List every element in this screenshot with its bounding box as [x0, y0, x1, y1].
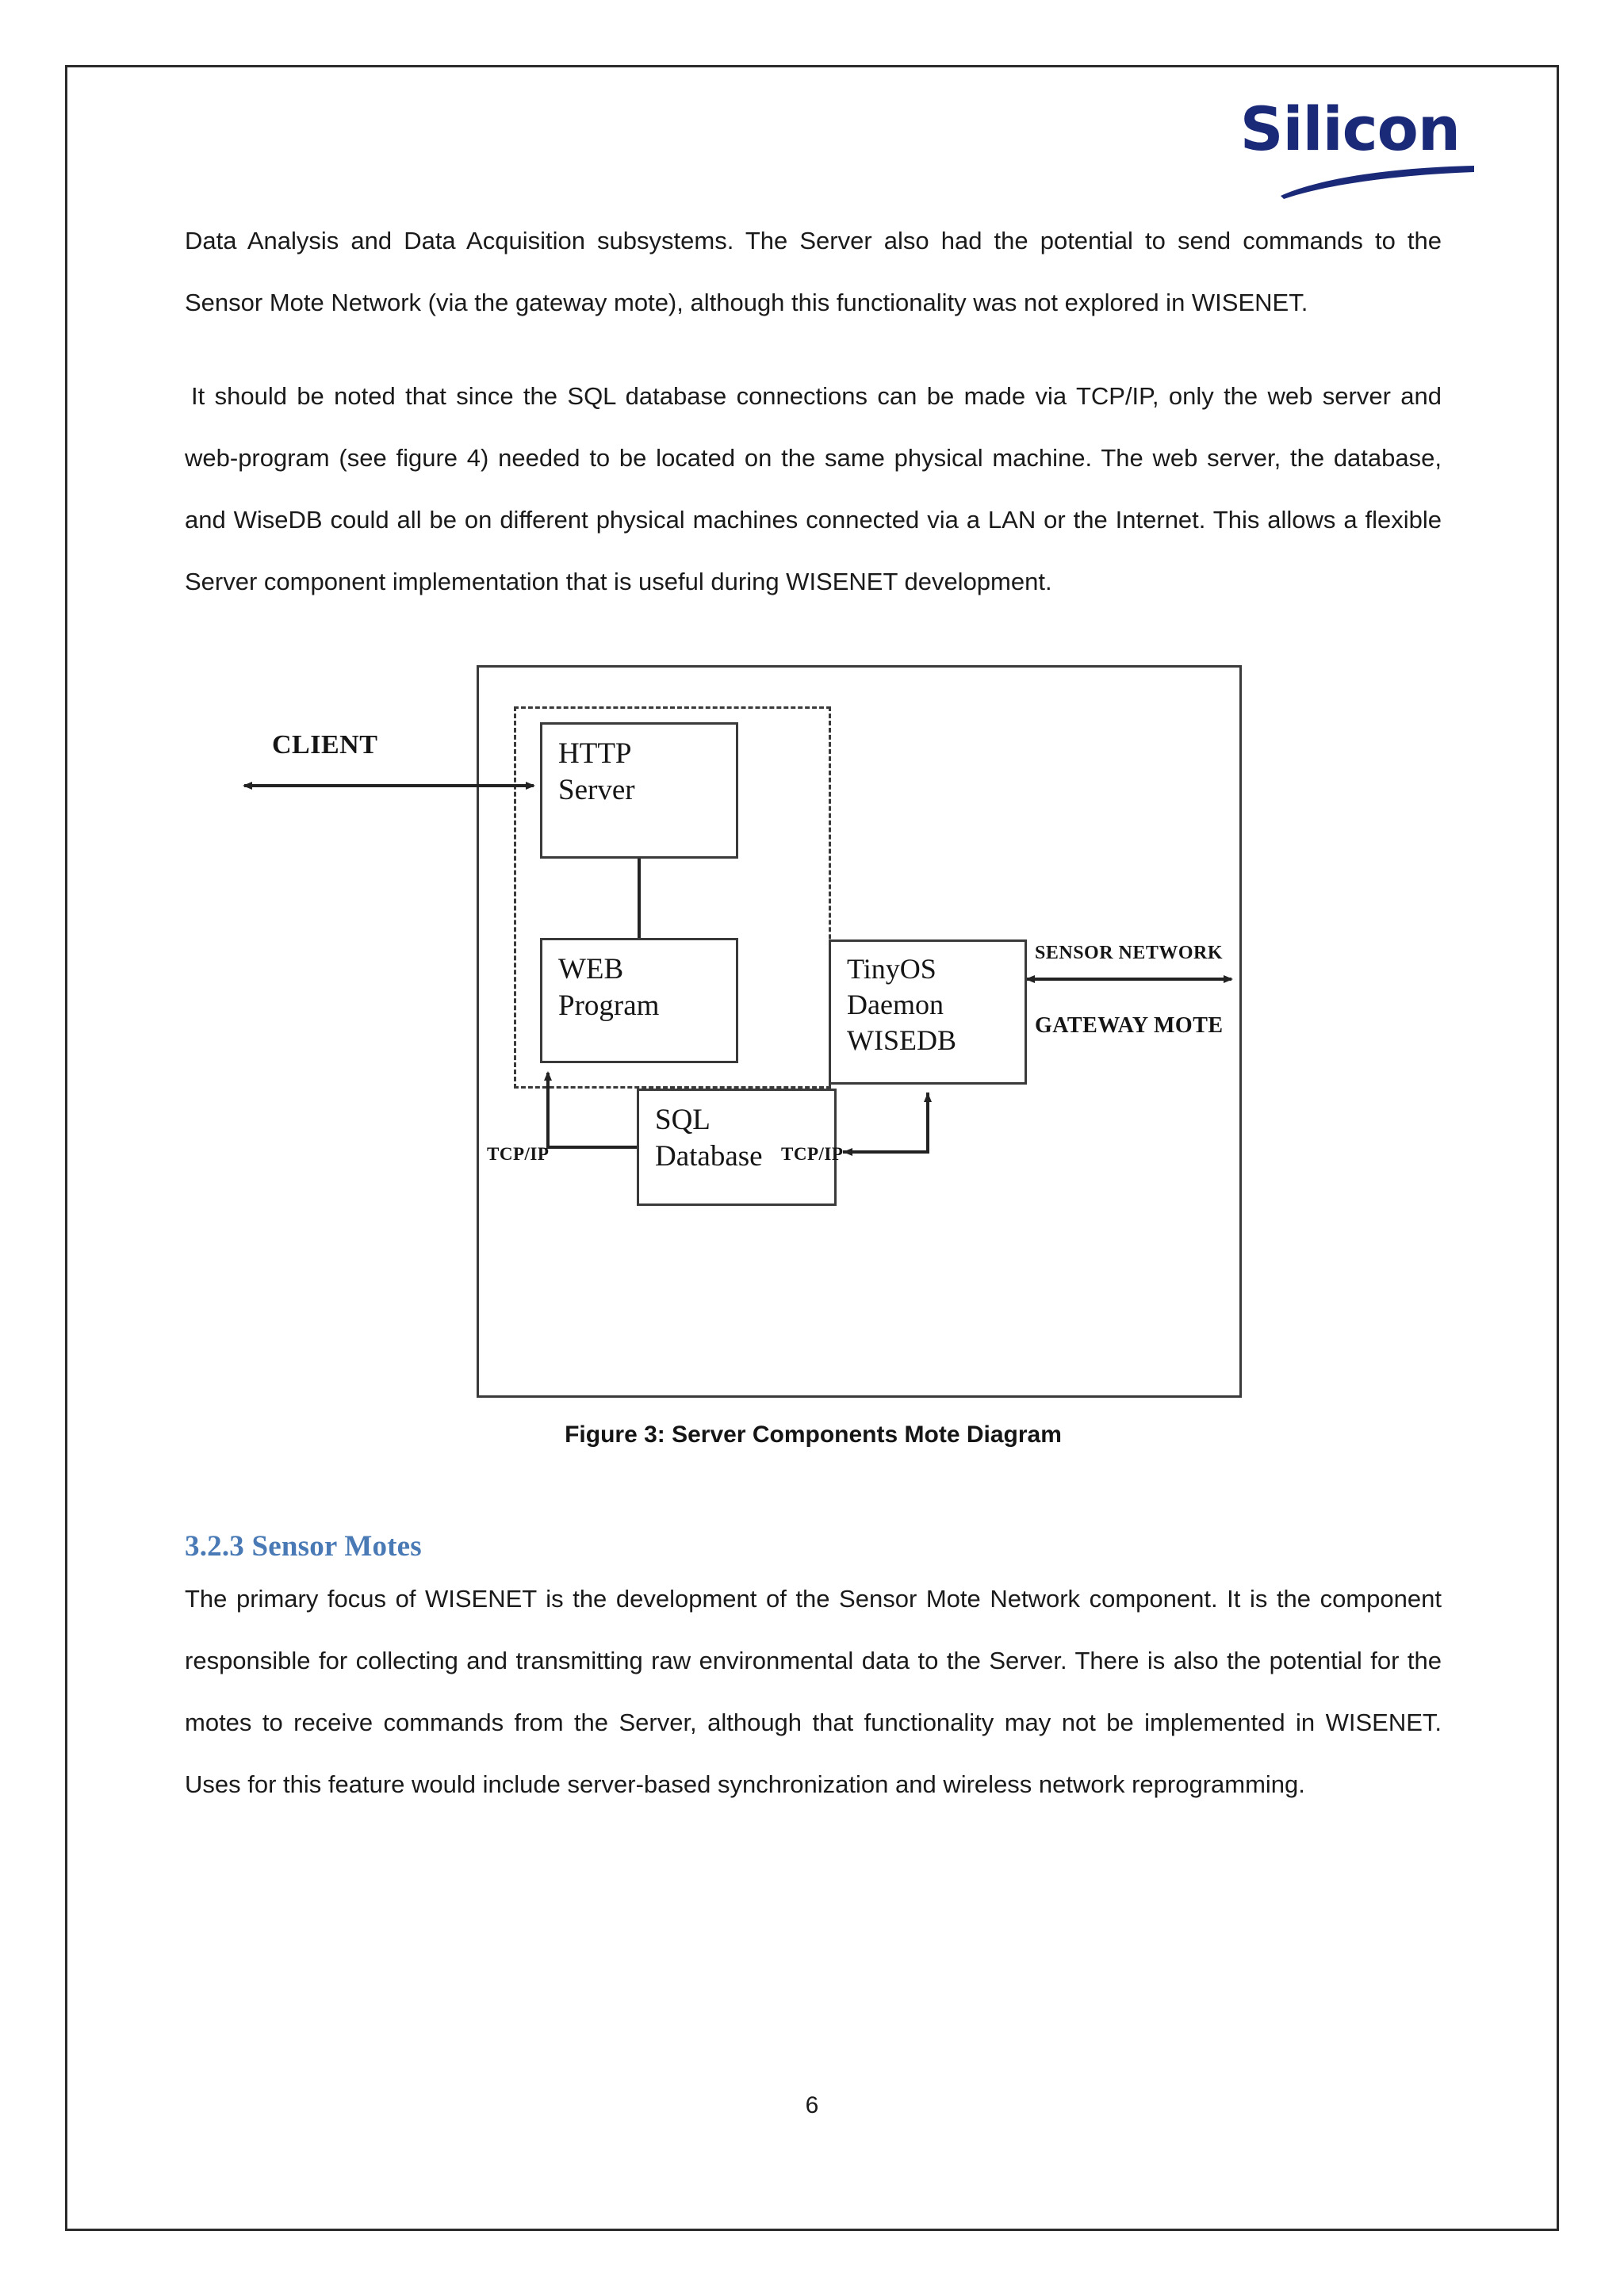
label-tcpip-right: TCP/IP — [781, 1144, 844, 1164]
paragraph-3: The primary focus of WISENET is the development of the Sensor Mote Network component. It is the component responsible for collecting and transmitting raw environmental data to the Server. There is also the potential for the motes to receive commands from the Server, although that functionality may not be implemented in WISENET. Uses for this feature would include server-based synchronization and wireless network reprogramming. — [185, 1585, 1442, 1798]
label-client: CLIENT — [272, 730, 378, 760]
node-tinyos-daemon-wisedb — [829, 939, 1027, 1085]
node-tinyos-line3: WISEDB — [847, 1024, 956, 1056]
logo-wordmark: Silicon — [1239, 94, 1460, 164]
paragraph-1: Data Analysis and Data Acquisition subsystems. The Server also had the potential to send commands to the Sensor Mote Network (via the gateway mote), although this functionality was not explored in WISENET. — [185, 227, 1442, 316]
paragraph-2: It should be noted that since the SQL database connections can be made via TCP/IP, only the web server and web-program (see figure 4) needed to be located on the same physical machine. The web server, the database, and WiseDB could all be on different physical machines connected via a LAN or the Internet. This allows a flexible Server component implementation that is useful during WISENET development. — [185, 382, 1442, 595]
page-inner — [67, 67, 1557, 2229]
node-http-server — [540, 722, 738, 859]
node-web-program — [540, 938, 738, 1063]
node-http-server-line1: HTTP — [558, 737, 632, 770]
node-sql-database-line2: Database — [655, 1140, 763, 1173]
node-tinyos-line1: TinyOS — [847, 953, 936, 985]
node-sql-database-line1: SQL — [655, 1104, 710, 1136]
label-tcpip-left: TCP/IP — [487, 1144, 550, 1164]
node-web-program-line2: Program — [558, 989, 660, 1022]
section-heading-3-2-3: 3.2.3 Sensor Motes — [185, 1530, 422, 1563]
node-tinyos-line2: Daemon — [847, 989, 944, 1020]
figure-3-diagram — [185, 645, 1442, 1453]
document-content — [185, 210, 1442, 1816]
paragraph-spacer — [185, 334, 1442, 365]
document-page — [65, 65, 1559, 2231]
page-number: 6 — [805, 2092, 819, 2118]
logo-swoosh-icon — [1279, 164, 1477, 199]
label-gateway-mote: GATEWAY MOTE — [1035, 1013, 1224, 1038]
label-sensor-network: SENSOR NETWORK — [1035, 943, 1224, 963]
silicon-logo — [1168, 91, 1501, 202]
node-web-program-line1: WEB — [558, 953, 624, 985]
node-http-server-line2: Server — [558, 774, 635, 806]
figure-caption: Figure 3: Server Components Mote Diagram — [565, 1422, 1062, 1448]
